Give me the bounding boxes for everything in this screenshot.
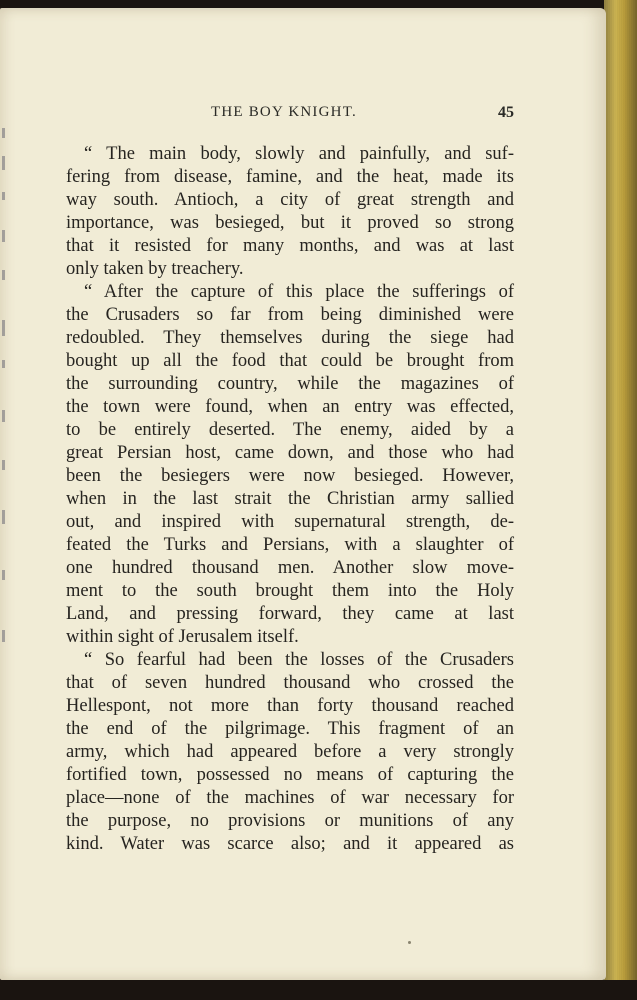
text-line: to be entirely deserted. The enemy, aided by a [66, 420, 514, 440]
page-number: 45 [498, 104, 514, 121]
text-line: the surrounding country, while the magazines of [66, 374, 514, 394]
paper-speck [408, 941, 411, 944]
text-line: bought up all the food that could be brought from [66, 351, 514, 371]
text-line: army, which had appeared before a very strongly [66, 742, 514, 762]
text-line: “ So fearful had been the losses of the Crusaders [84, 650, 514, 670]
text-line: way south. Antioch, a city of great strength and [66, 190, 514, 210]
text-line: fering from disease, famine, and the heat, made its [66, 167, 514, 187]
text-line: great Persian host, came down, and those who had [66, 443, 514, 463]
text-line: only taken by treachery. [66, 259, 244, 279]
text-line: the purpose, no provisions or munitions of any [66, 811, 514, 831]
text-line: feated the Turks and Persians, with a slaughter of [66, 535, 514, 555]
text-line: the end of the pilgrimage. This fragment of an [66, 719, 514, 739]
text-line: the town were found, when an entry was effected, [66, 397, 514, 417]
text-line: place—none of the machines of war necessary for [66, 788, 514, 808]
text-line: that of seven hundred thousand who crossed the [66, 673, 514, 693]
book-bottom-shadow [0, 980, 637, 1000]
text-line: been the besiegers were now besieged. However, [66, 466, 514, 486]
text-line: when in the last strait the Christian army sallied [66, 489, 514, 509]
text-line: ment to the south brought them into the Holy [66, 581, 514, 601]
page-fore-edge [604, 0, 637, 990]
text-line: kind. Water was scarce also; and it appeared as [66, 834, 514, 854]
text-line: Hellespont, not more than forty thousand reached [66, 696, 514, 716]
body-text [66, 143, 514, 856]
text-line: out, and inspired with supernatural strength, de- [66, 512, 514, 532]
text-line: importance, was besieged, but it proved so strong [66, 213, 514, 233]
text-line: redoubled. They themselves during the siege had [66, 328, 514, 348]
text-line: Land, and pressing forward, they came at last [66, 604, 514, 624]
text-line: “ After the capture of this place the sufferings of [84, 282, 514, 302]
running-title: THE BOY KNIGHT. [211, 104, 357, 120]
binding-marks [0, 110, 10, 670]
text-line: “ The main body, slowly and painfully, and suf- [84, 144, 514, 164]
text-line: within sight of Jerusalem itself. [66, 627, 299, 647]
text-line: the Crusaders so far from being diminished were [66, 305, 514, 325]
text-line: fortified town, possessed no means of capturing the [66, 765, 514, 785]
running-head [66, 104, 514, 126]
text-line: that it resisted for many months, and was at last [66, 236, 514, 256]
text-line: one hundred thousand men. Another slow move- [66, 558, 514, 578]
